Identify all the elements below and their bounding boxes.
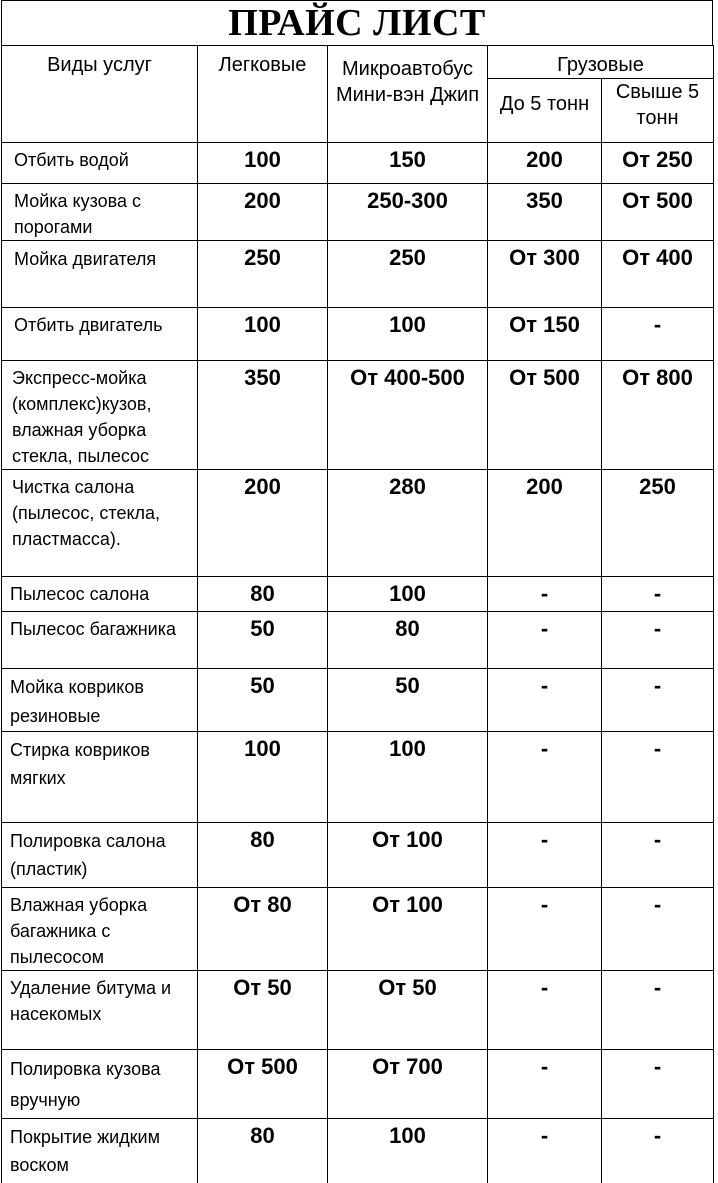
- price-over-5-tons: -: [602, 612, 714, 669]
- price-upto-5-tons: -: [488, 612, 602, 669]
- price-micro: От 700: [328, 1050, 488, 1119]
- price-list-sheet: [1, 0, 713, 1183]
- service-name: Полировка салона (пластик): [2, 823, 198, 888]
- price-upto-5-tons: От 300: [488, 241, 602, 308]
- price-upto-5-tons: -: [488, 1119, 602, 1183]
- price-over-5-tons: 250: [602, 470, 714, 577]
- price-over-5-tons: -: [602, 308, 714, 361]
- price-upto-5-tons: -: [488, 888, 602, 971]
- price-upto-5-tons: -: [488, 732, 602, 823]
- header-cars: Легковые: [198, 46, 328, 143]
- price-cars: 80: [198, 823, 328, 888]
- price-micro: 250-300: [328, 184, 488, 241]
- price-micro: От 100: [328, 823, 488, 888]
- price-upto-5-tons: 200: [488, 470, 602, 577]
- price-cars: 350: [198, 361, 328, 470]
- price-cars: От 80: [198, 888, 328, 971]
- service-name: Мойка кузова с порогами: [2, 184, 198, 241]
- table-row: [2, 470, 714, 577]
- price-over-5-tons: -: [602, 577, 714, 612]
- price-upto-5-tons: -: [488, 823, 602, 888]
- price-upto-5-tons: От 150: [488, 308, 602, 361]
- price-over-5-tons: -: [602, 823, 714, 888]
- price-over-5-tons: -: [602, 1050, 714, 1119]
- price-cars: 50: [198, 669, 328, 732]
- price-cars: 80: [198, 1119, 328, 1183]
- price-cars: 100: [198, 143, 328, 184]
- price-cars: 250: [198, 241, 328, 308]
- price-micro: 100: [328, 308, 488, 361]
- page-title: ПРАЙС ЛИСТ: [1, 0, 713, 45]
- table-row: [2, 241, 714, 308]
- price-upto-5-tons: -: [488, 971, 602, 1050]
- service-name: Мойка ковриков резиновые: [2, 669, 198, 732]
- table-row: [2, 888, 714, 971]
- price-over-5-tons: -: [602, 888, 714, 971]
- price-micro: От 100: [328, 888, 488, 971]
- service-name: Экспресс-мойка (комплекс)кузов, влажная уборка стекла, пылесос: [2, 361, 198, 470]
- price-cars: От 500: [198, 1050, 328, 1119]
- price-over-5-tons: -: [602, 669, 714, 732]
- header-micro: Микроавтобус Мини-вэн Джип: [328, 46, 488, 143]
- price-micro: От 50: [328, 971, 488, 1050]
- price-upto-5-tons: 350: [488, 184, 602, 241]
- price-over-5-tons: От 250: [602, 143, 714, 184]
- table-row: [2, 612, 714, 669]
- table-row: [2, 308, 714, 361]
- price-micro: 100: [328, 1119, 488, 1183]
- price-cars: 80: [198, 577, 328, 612]
- price-cars: 50: [198, 612, 328, 669]
- service-name: Влажная уборка багажника с пылесосом: [2, 888, 198, 971]
- price-upto-5-tons: 200: [488, 143, 602, 184]
- price-over-5-tons: От 500: [602, 184, 714, 241]
- price-table: [1, 45, 714, 1183]
- price-cars: 100: [198, 732, 328, 823]
- table-row: [2, 971, 714, 1050]
- price-upto-5-tons: -: [488, 669, 602, 732]
- price-over-5-tons: -: [602, 732, 714, 823]
- price-over-5-tons: -: [602, 971, 714, 1050]
- table-row: [2, 577, 714, 612]
- price-over-5-tons: От 800: [602, 361, 714, 470]
- price-over-5-tons: От 400: [602, 241, 714, 308]
- table-row: [2, 143, 714, 184]
- service-name: Отбить двигатель: [2, 308, 198, 361]
- header-trucks: Грузовые: [488, 46, 714, 79]
- service-name: Отбить водой: [2, 143, 198, 184]
- price-cars: 200: [198, 470, 328, 577]
- price-micro: 100: [328, 577, 488, 612]
- table-row: [2, 361, 714, 470]
- header-service: Виды услуг: [2, 46, 198, 143]
- price-cars: От 50: [198, 971, 328, 1050]
- service-name: Удаление битума и насекомых: [2, 971, 198, 1050]
- service-name: Чистка салона (пылесос, стекла, пластмасса).: [2, 470, 198, 577]
- price-upto-5-tons: -: [488, 1050, 602, 1119]
- price-micro: 80: [328, 612, 488, 669]
- service-name: Покрытие жидким воском: [2, 1119, 198, 1183]
- service-name: Стирка ковриков мягких: [2, 732, 198, 823]
- price-micro: 280: [328, 470, 488, 577]
- service-name: Пылесос багажника: [2, 612, 198, 669]
- price-cars: 100: [198, 308, 328, 361]
- price-micro: 250: [328, 241, 488, 308]
- header-over-5-tons: Свыше 5 тонн: [602, 79, 714, 143]
- service-name: Полировка кузова вручную: [2, 1050, 198, 1119]
- service-name: Пылесос салона: [2, 577, 198, 612]
- table-row: [2, 669, 714, 732]
- price-cars: 200: [198, 184, 328, 241]
- price-over-5-tons: -: [602, 1119, 714, 1183]
- header-upto-5-tons: До 5 тонн: [488, 79, 602, 143]
- price-micro: 50: [328, 669, 488, 732]
- price-upto-5-tons: -: [488, 577, 602, 612]
- table-row: [2, 1050, 714, 1119]
- table-row: [2, 184, 714, 241]
- price-micro: 100: [328, 732, 488, 823]
- table-row: [2, 732, 714, 823]
- price-micro: 150: [328, 143, 488, 184]
- price-micro: От 400-500: [328, 361, 488, 470]
- service-name: Мойка двигателя: [2, 241, 198, 308]
- table-row: [2, 823, 714, 888]
- price-upto-5-tons: От 500: [488, 361, 602, 470]
- table-row: [2, 1119, 714, 1183]
